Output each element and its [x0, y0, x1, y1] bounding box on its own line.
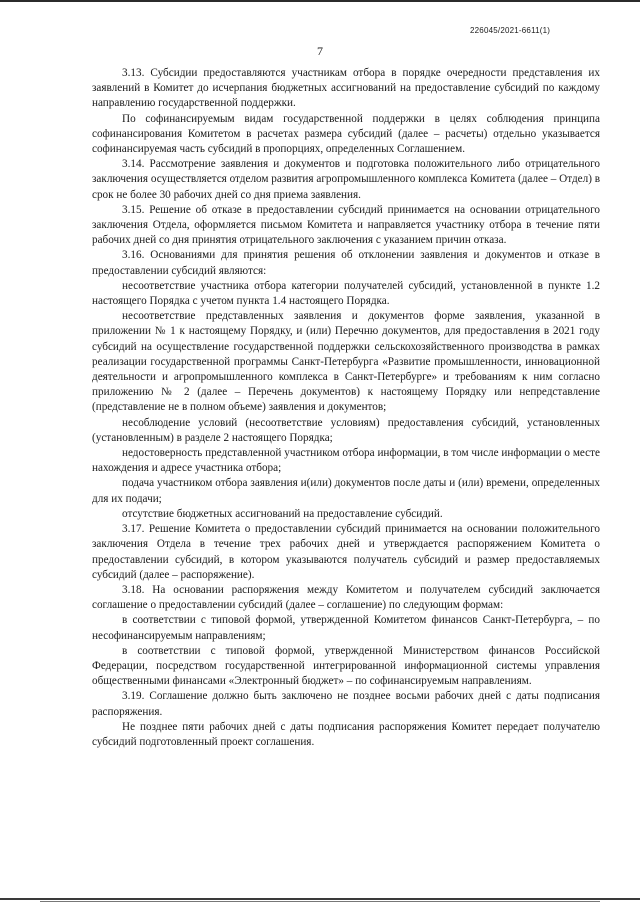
paragraph: несоответствие представленных заявления и документов форме заявления, указанной в приложении № 1 к настоящему Порядку, и (или) Перечню документов, для предоставления в 2021 году субсидий на осуществление государственной поддержки сельскохозяйственного производства в рамках реализации государственной программы Санкт-Петербурга «Развитие промышленности, инновационной деятельности и агропромышленного комплекса в Санкт-Петербурге» и требованиям к ним согласно приложению № 2 (далее – Перечень документов) к настоящему Порядку или непредставление (представление не в полном объеме) заявления и документов; [92, 310, 600, 414]
scan-bottom-edge-shadow [40, 901, 600, 902]
paragraph: 3.17. Решение Комитета о предоставлении субсидий принимается на основании положительного заключения Отдела в течение трех рабочих дней и утверждается распоряжением Комитета о предоставлении субсидий, в котором указываются получатель субсидий и размер предоставляемых субсидий (далее – распоряжение). [92, 523, 600, 581]
paragraph: 3.13. Субсидии предоставляются участникам отбора в порядке очередности представления их заявлений в Комитет до исчерпания бюджетных ассигнований на предоставление субсидий по каждому направлению государственной поддержки. [92, 67, 600, 110]
paragraph: По софинансируемым видам государственной поддержки в целях соблюдения принципа софинансирования Комитетом в расчетах размера субсидий (далее – расчеты) отдельно указывается софинансируемая часть субсидий в пропорциях, определенных Соглашением. [92, 112, 600, 156]
paragraph: 3.15. Решение об отказе в предоставлении субсидий принимается на основании отрицательного заключения Отдела, оформляется письмом Комитета и направляется участнику отбора в течение пяти рабочих дней со дня принятия отрицательного заключения с указанием причин отказа. [92, 203, 600, 247]
paragraph: 3.19. Соглашение должно быть заключено не позднее восьми рабочих дней с даты подписания распоряжения. [92, 690, 600, 718]
scan-top-edge [0, 0, 640, 2]
paragraph: Не позднее пяти рабочих дней с даты подписания распоряжения Комитет передает получателю субсидий подготовленный проект соглашения. [92, 720, 600, 748]
scan-bottom-edge [0, 898, 640, 900]
paragraph: подача участником отбора заявления и(или) документов после даты и (или) времени, определенных для их подачи; [92, 477, 600, 505]
paragraph: недостоверность представленной участником отбора информации, в том числе информации о месте нахождения и адресе участника отбора; [92, 447, 600, 475]
paragraph: 3.16. Основаниями для принятия решения об отклонении заявления и документов и отказе в предоставлении субсидий являются: [92, 249, 600, 277]
paragraph: несоблюдение условий (несоответствие условиям) предоставления субсидий, установленных (установленным) в разделе 2 настоящего Порядка; [92, 416, 600, 444]
document-body [92, 66, 600, 750]
paragraph: 3.14. Рассмотрение заявления и документов и подготовка положительного либо отрицательного заключения осуществляется отделом развития агропромышленного комплекса Комитета (далее – Отдел) в срок не более 30 рабочих дней со дня приема заявления. [92, 158, 601, 201]
paragraph: отсутствие бюджетных ассигнований на предоставление субсидий. [122, 507, 443, 520]
paragraph: в соответствии с типовой формой, утвержденной Министерством финансов Российской Федерации, посредством государственной интегрированной информационной системы управления общественными финансами «Электронный бюджет» – по софинансируемым направлениям. [92, 644, 600, 688]
paragraph: 3.18. На основании распоряжения между Комитетом и получателем субсидий заключается соглашение о предоставлении субсидий (далее – соглашение) по следующим формам: [92, 583, 600, 612]
paragraph: несоответствие участника отбора категории получателей субсидий, установленной в пункте 1.2 настоящего Порядка с учетом пункта 1.4 настоящего Порядка. [92, 279, 600, 308]
paragraph: в соответствии с типовой формой, утвержденной Комитетом финансов Санкт-Петербурга, – по несофинансируемым направлениям; [92, 614, 600, 642]
page-number: 7 [317, 44, 323, 58]
document-id: 226045/2021-6611(1) [470, 26, 551, 35]
